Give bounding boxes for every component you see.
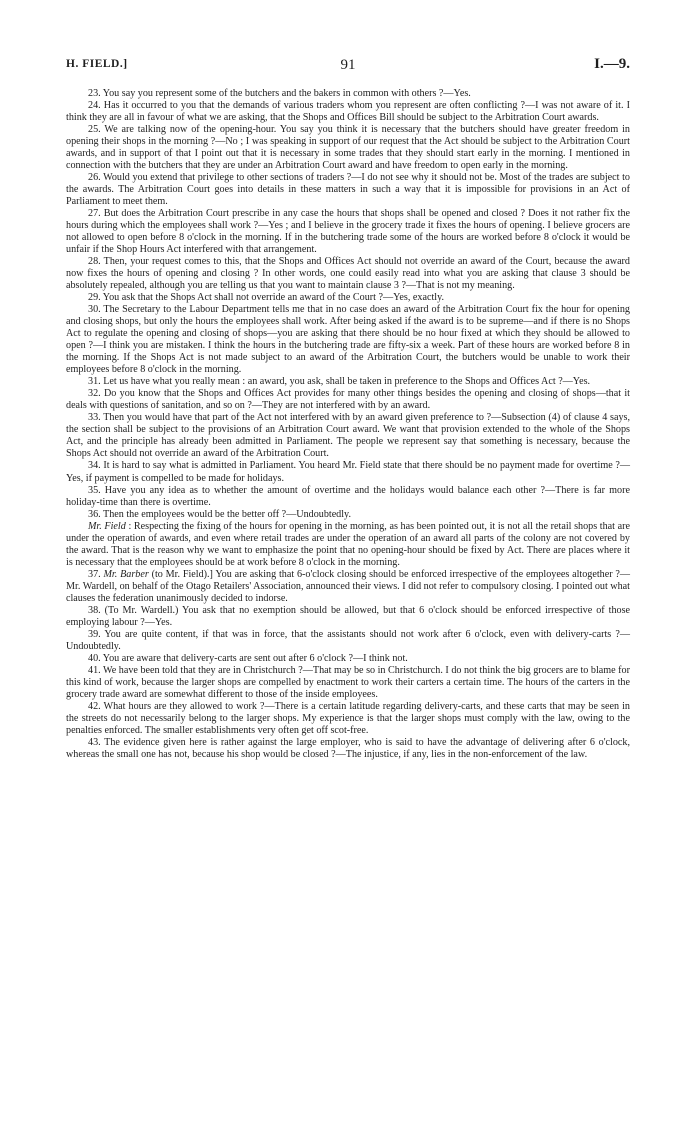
paragraph-35: 35. Have you any idea as to whether the amount of overtime and the holidays would balance each other ?—There is far more holiday-time than there is overtime. bbox=[66, 484, 630, 508]
paragraph-30: 30. The Secretary to the Labour Department tells me that in no case does an award of the Arbitration Court fix the hour for opening and closing shops, but only the hours the employees shall work. After being asked if the award is to be supreme—and if there is no Shops Act to regulate the opening and closing of shops—you are asking that there should be no hour fixed at which they should be allowed to open ?—I think you are mistaken. I think the hours in the butchering trade are fifty-six a week. Part of these hours are worked before 8 in the morning. If the Shops Act is not made subject to an award of the Arbitration Court, the butchers would be unable to work their employees before 8 o'clock in the morning. bbox=[66, 304, 630, 376]
paragraph-27: 27. But does the Arbitration Court prescribe in any case the hours that shops shall be opened and closed ? Does it not rather fix the hours during which the employees shall work ?—Yes ; and I believe in the grocery trade it fixes the hours of opening. I believe grocers are not allowed to open before 8 o'clock in the morning. If in the butchering trade some of the hours are worked before 8 o'clock it would be unfair if the Shop Hours Act interfered with that arrangement. bbox=[66, 208, 630, 256]
page-header bbox=[66, 58, 630, 78]
document-reference: I.—9. bbox=[594, 56, 630, 72]
paragraph-38: 38. (To Mr. Wardell.) You ask that no exemption should be allowed, but that 6 o'clock should be enforced irrespective of those employing labour ?—Yes. bbox=[66, 604, 630, 628]
paragraph-42: 42. What hours are they allowed to work ?—There is a certain latitude regarding delivery-carts, and these carts that may be seen in the streets do not necessarily belong to the larger shops. My experience is that the larger shops must comply with the law, owing to the penalties enforced. The smaller establishments very often get off scot-free. bbox=[66, 700, 630, 736]
question-text: (to Mr. Field).] You are asking that 6-o'clock closing should be enforced irrespective of the employees altogether ?—Mr. Wardell, on behalf of the Otago Retailers' Association, announced their views. I did not refer to compulsory closing. I pointed out what clauses the federation unanimously decided to indorse. bbox=[66, 568, 631, 604]
testimony-body bbox=[66, 88, 630, 761]
paragraph-43: 43. The evidence given here is rather against the large employer, who is said to have the advantage of delivering after 6 o'clock, whereas the small one has not, because his shop would be closed ?—The injustice, if any, lies in the non-enforcement of the law. bbox=[66, 736, 630, 760]
paragraph-24: 24. Has it occurred to you that the demands of various traders whom you represent are often conflicting ?—I was not aware of it. I think they are all in favour of what we are asking, that the Shops and Offices Bill should be subject to the Arbitration Court awards. bbox=[66, 100, 630, 124]
paragraph-mr-field-statement bbox=[66, 521, 630, 569]
speaker-name: Mr. Barber bbox=[103, 568, 149, 580]
paragraph-31: 31. Let us have what you really mean : an award, you ask, shall be taken in preference to the Shops and Offices Act ?—Yes. bbox=[88, 376, 591, 388]
paragraph-39: 39. You are quite content, if that was in force, that the assistants should not work after 6 o'clock, even with delivery-carts ?—Undoubtedly. bbox=[66, 628, 630, 652]
paragraph-33: 33. Then you would have that part of the Act not interfered with by an award given preference to ?—Subsection (4) of clause 4 says, the section shall be subject to the provisions of an Arbitration Court award. We want that provision extended to the whole of the Shops Act, and the principle has already been admitted in Parliament. The people we represent say that something is necessary, because the Shops Act should not override an award of the Arbitration Court. bbox=[66, 412, 630, 460]
paragraph-26: 26. Would you extend that privilege to other sections of traders ?—I do not see why it should not be. Most of the trades are subject to the awards. The Arbitration Court goes into details in these matters in such a way that it is impossible for provisions in an Act of Parliament to meet them. bbox=[66, 172, 630, 208]
question-number: 37. bbox=[88, 568, 101, 580]
paragraph-36: 36. Then the employees would be the better off ?—Undoubtedly. bbox=[88, 508, 351, 520]
paragraph-40: 40. You are aware that delivery-carts are sent out after 6 o'clock ?—I think not. bbox=[88, 652, 408, 664]
page-number: 91 bbox=[340, 57, 356, 73]
paragraph-23: 23. You say you represent some of the butchers and the bakers in common with others ?—Yes. bbox=[88, 88, 471, 99]
paragraph-41: 41. We have been told that they are in Christchurch ?—That may be so in Christchurch. I do not think the big grocers are to blame for this kind of work, because the larger shops are compelled by enactment to work their carters a certain time. The hours of the carters in the grocery trade award are somewhat different to those of the inside employees. bbox=[66, 664, 630, 700]
header-witness-name: H. FIELD.] bbox=[66, 58, 128, 70]
paragraph-29: 29. You ask that the Shops Act shall not override an award of the Court ?—Yes, exactly. bbox=[88, 292, 445, 304]
paragraph-34: 34. It is hard to say what is admitted in Parliament. You heard Mr. Field state that there should be no payment made for overtime ?—Yes, if payment is compelled to be made for holidays. bbox=[66, 460, 630, 484]
paragraph-28: 28. Then, your request comes to this, that the Shops and Offices Act should not override an award of the Court, because the award now fixes the hours of opening and closing ? In other words, one could easily read into what you are asking that clause 3 should be absolutely repealed, although you are telling us that you want to maintain clause 3 ?—That is not my meaning. bbox=[66, 256, 630, 292]
speaker-name: Mr. Field bbox=[88, 520, 126, 532]
paragraph-37 bbox=[66, 569, 630, 605]
statement-text: : Respecting the fixing of the hours for opening in the morning, as has been pointed out, it is not all the retail shops that are under the operation of awards, and even where retail trades are under the operation of an award all parts of the colony are not covered by the award. That is the reason why we want to emphasize the point that no opening-hour should be fixed by Act. There are places where it is necessary that the employees should be at work before 8 o'clock in the morning. bbox=[66, 520, 631, 568]
paragraph-25: 25. We are talking now of the opening-hour. You say you think it is necessary that the butchers should have greater freedom in opening their shops in the morning ?—No ; I was speaking in support of our request that the Act should be subject to the Arbitration Court awards, and in support of that I point out that it is necessary in some trades that they should start early in the morning. I mentioned in connection with the butchers that they are under an Arbitration Court award and have freedom to open early in the morning. bbox=[66, 124, 630, 172]
paragraph-32: 32. Do you know that the Shops and Offices Act provides for many other things besides the opening and closing of shops—that it deals with questions of sanitation, and so on ?—They are not interfered with by an award. bbox=[66, 388, 630, 412]
